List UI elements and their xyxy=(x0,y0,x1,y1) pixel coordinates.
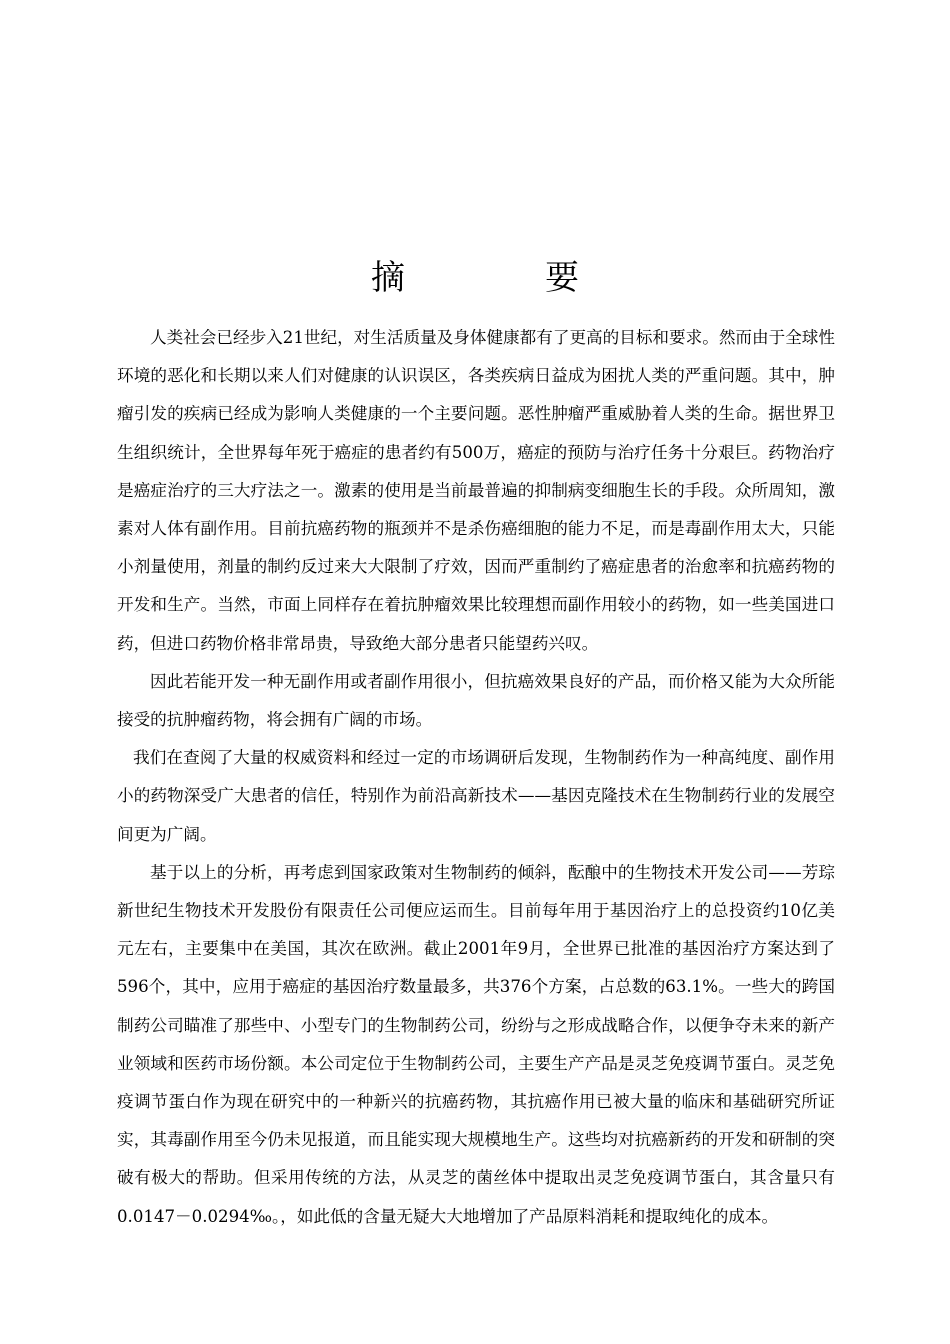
page-title xyxy=(0,250,950,306)
paragraph-3: 我们在查阅了大量的权威资料和经过一定的市场调研后发现，生物制药作为一种高纯度、副作用小的药物深受广大患者的信任，特别作为前沿高新技术——基因克隆技术在生物制药行业的发展空间更为广阔。 xyxy=(117,748,835,844)
paragraph-2: 因此若能开发一种无副作用或者副作用很小，但抗癌效果良好的产品，而价格又能为大众所能接受的抗肿瘤药物，将会拥有广阔的市场。 xyxy=(117,671,835,730)
abstract-body xyxy=(117,319,835,1236)
title-char-2: 要 xyxy=(545,258,579,298)
title-char-1: 摘 xyxy=(371,258,405,298)
paragraph-4: 基于以上的分析，再考虑到国家政策对生物制药的倾斜，酝酿中的生物技术开发公司——芳琮新世纪生物技术开发股份有限责任公司便应运而生。目前每年用于基因治疗上的总投资约10亿美元左右，主要集中在美国，其次在欧洲。截止2001年9月，全世界已批准的基因治疗方案达到了596个，其中，应用于癌症的基因治疗数量最多，共376个方案，占总数的63.1%。一些大的跨国制药公司瞄准了那些中、小型专门的生物制药公司，纷纷与之形成战略合作，以便争夺未来的新产业领域和医药市场份额。本公司定位于生物制药公司，主要生产产品是灵芝免疫调节蛋白。灵芝免疫调节蛋白作为现在研究中的一种新兴的抗癌药物，其抗癌作用已被大量的临床和基础研究所证实，其毒副作用至今仍未见报道，而且能实现大规模地生产。这些均对抗癌新药的开发和研制的突破有极大的帮助。但采用传统的方法，从灵芝的菌丝体中提取出灵芝免疫调节蛋白，其含量只有 0.0147－0.0294‰。，如此低的含量无疑大大地增加了产品原料消耗和提取纯化的成本。 xyxy=(117,862,835,1226)
paragraph-1: 人类社会已经步入21世纪，对生活质量及身体健康都有了更高的目标和要求。然而由于全球性环境的恶化和长期以来人们对健康的认识误区，各类疾病日益成为困扰人类的严重问题。其中，肿瘤引发的疾病已经成为影响人类健康的一个主要问题。恶性肿瘤严重威胁着人类的生命。据世界卫生组织统计，全世界每年死于癌症的患者约有500万，癌症的预防与治疗任务十分艰巨。药物治疗是癌症治疗的三大疗法之一。激素的使用是当前最普遍的抑制病变细胞生长的手段。众所周知，激素对人体有副作用。目前抗癌药物的瓶颈并不是杀伤癌细胞的能力不足，而是毒副作用太大，只能小剂量使用，剂量的制约反过来大大限制了疗效，因而严重制约了癌症患者的治愈率和抗癌药物的开发和生产。当然，市面上同样存在着抗肿瘤效果比较理想而副作用较小的药物，如一些美国进口药，但进口药物价格非常昂贵，导致绝大部分患者只能望药兴叹。 xyxy=(117,328,835,653)
